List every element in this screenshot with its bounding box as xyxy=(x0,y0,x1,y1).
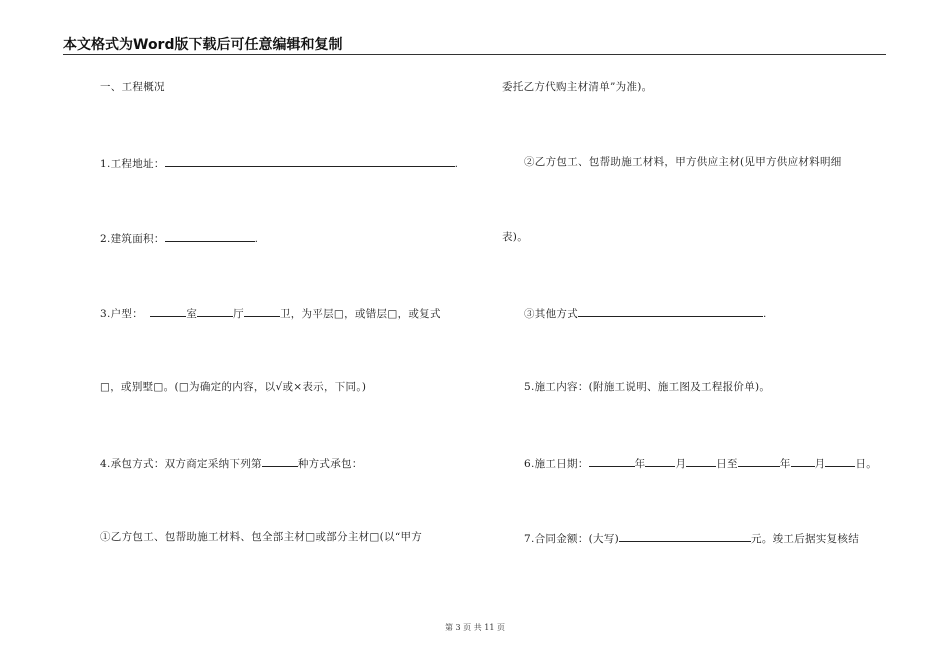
building-area-line: 2.建筑面积： . xyxy=(100,230,258,246)
construction-content-line: 5.施工内容：(附施工说明、施工图及工程报价单)。 xyxy=(524,381,771,393)
header-title: 本文格式为Word版下载后可任意编辑和复制 xyxy=(63,37,343,53)
end-year-blank xyxy=(738,455,780,467)
end-month-blank xyxy=(791,455,815,467)
contract-option-2-line: ②乙方包工、包帮助施工材料，甲方供应主材(见甲方供应材料明细 xyxy=(524,156,842,168)
bathrooms-blank xyxy=(244,305,280,317)
start-month-blank xyxy=(645,455,675,467)
house-type-line: 3.户型： 室 厅 卫，为平层□，或错层□，或复式 xyxy=(100,305,441,321)
page-number: 第 3 页 共 11 页 xyxy=(445,623,505,632)
page-footer xyxy=(0,622,950,633)
rooms-blank xyxy=(150,305,186,317)
contract-option-1-continuation-line: 委托乙方代购主材清单”为准)。 xyxy=(502,81,653,93)
construction-date-line: 6.施工日期： 年 月 日至 年 月 日。 xyxy=(524,455,877,471)
contract-method-line: 4.承包方式：双方商定采纳下列第 种方式承包： xyxy=(100,455,363,471)
start-year-blank xyxy=(589,455,635,467)
halls-blank xyxy=(197,305,233,317)
end-day-blank xyxy=(825,455,855,467)
contract-method-blank xyxy=(262,455,298,467)
section-heading-project-overview: 一、工程概况 xyxy=(100,81,165,93)
project-address-blank xyxy=(165,155,455,167)
house-type-continuation-line: □，或别墅□。(□为确定的内容，以√或×表示，下同。) xyxy=(100,381,367,393)
start-day-blank xyxy=(686,455,716,467)
contract-amount-blank xyxy=(619,530,751,542)
building-area-blank xyxy=(165,230,255,242)
left-column xyxy=(100,0,470,672)
right-column xyxy=(502,0,892,672)
contract-option-1-line: ①乙方包工、包帮助施工材料、包全部主材□或部分主材□(以“甲方 xyxy=(100,531,423,543)
other-method-blank xyxy=(578,305,763,317)
project-address-line: 1.工程地址： . xyxy=(100,155,458,171)
contract-option-3-line: ③其他方式 . xyxy=(524,305,767,321)
contract-option-2-continuation-line: 表)。 xyxy=(502,231,528,243)
contract-amount-line: 7.合同金额：(大写) 元。竣工后据实复核结 xyxy=(524,530,859,546)
